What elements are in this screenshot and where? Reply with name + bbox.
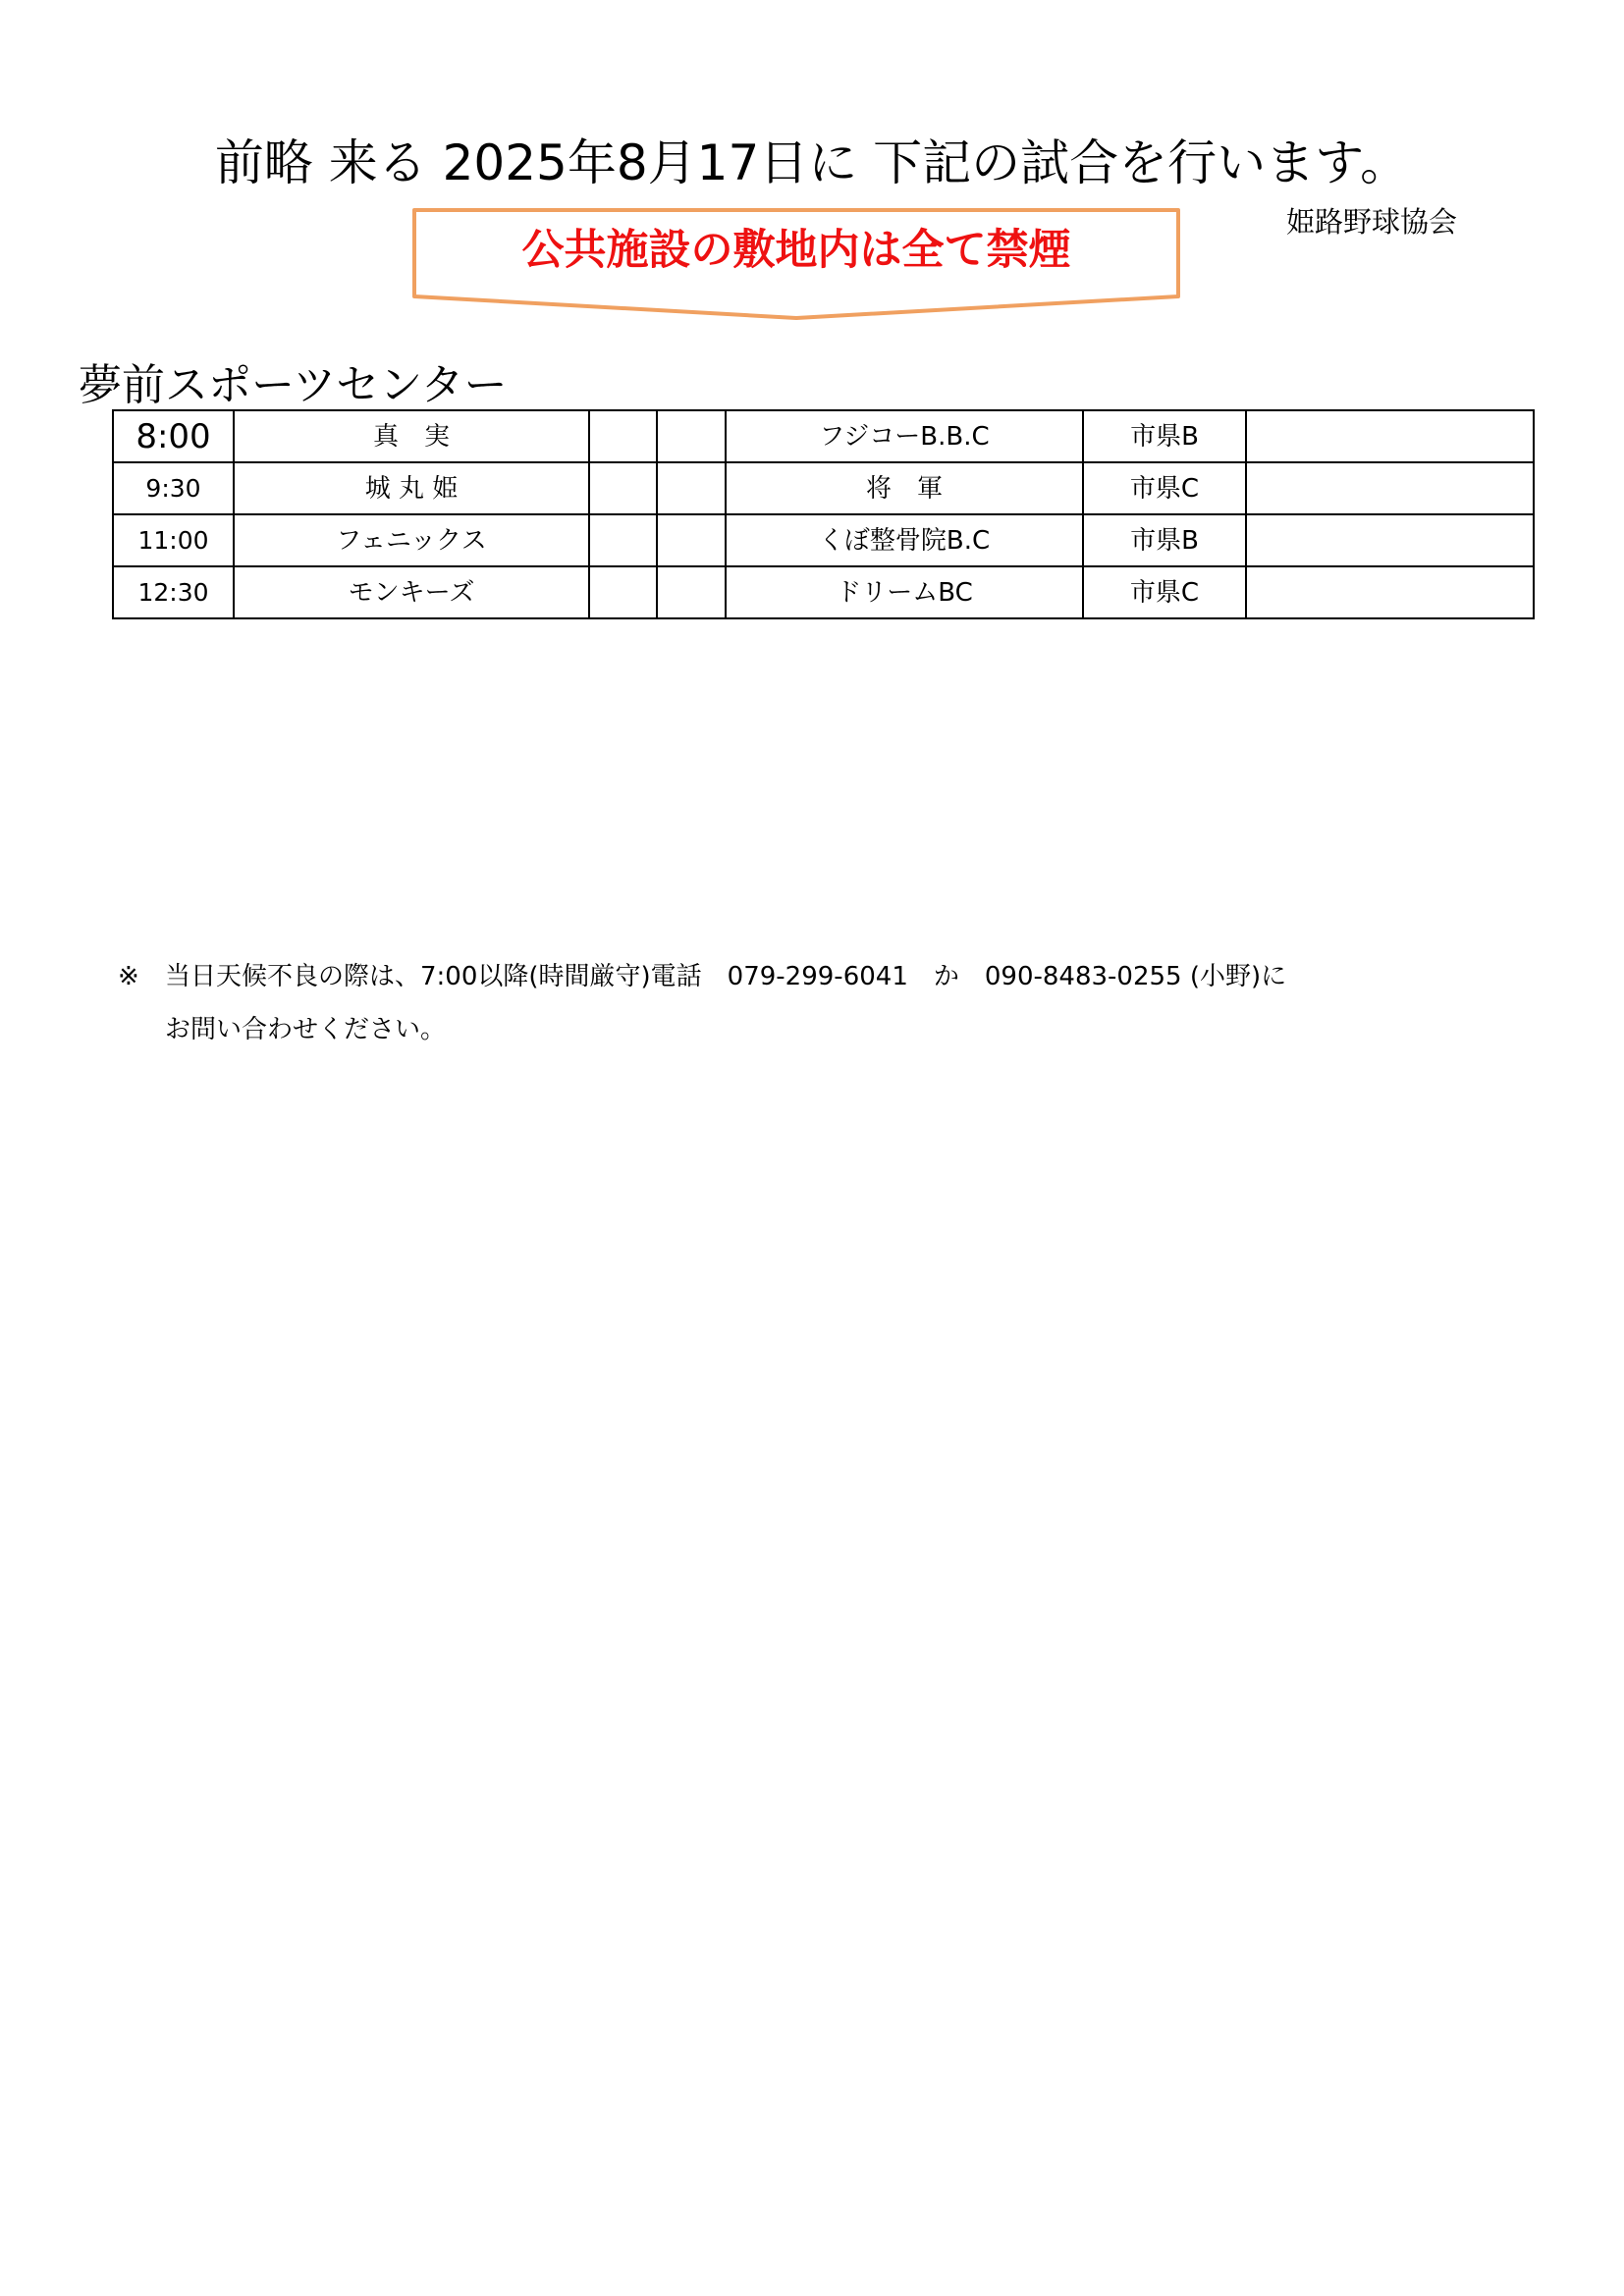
score-a-cell xyxy=(589,514,657,566)
table-row xyxy=(113,462,1534,514)
score-b-cell xyxy=(657,462,726,514)
page-headline: 前略 来る 2025年8月17日に 下記の試合を行います。 xyxy=(214,134,1410,191)
team-b-cell: ドリームBC xyxy=(726,566,1083,618)
banner-text: 公共施設の敷地内は全て禁煙 xyxy=(521,226,1071,275)
note-cell xyxy=(1246,462,1534,514)
table-row xyxy=(113,410,1534,462)
weather-notice xyxy=(118,960,1286,993)
venue-name: 夢前スポーツセンター xyxy=(79,360,508,410)
team-b-cell: フジコーB.B.C xyxy=(726,410,1083,462)
team-a-cell: 城 丸 姫 xyxy=(234,462,589,514)
umpire-cell: 市県B xyxy=(1083,514,1246,566)
table-row xyxy=(113,566,1534,618)
team-a-cell: 真 実 xyxy=(234,410,589,462)
schedule-table xyxy=(112,409,1535,619)
score-a-cell xyxy=(589,462,657,514)
time-cell: 11:00 xyxy=(113,514,234,566)
team-a-cell: フェニックス xyxy=(234,514,589,566)
no-smoking-banner xyxy=(410,206,1182,324)
team-b-cell: 将 軍 xyxy=(726,462,1083,514)
umpire-cell: 市県B xyxy=(1083,410,1246,462)
score-b-cell xyxy=(657,410,726,462)
score-a-cell xyxy=(589,566,657,618)
notice-line-1: 当日天候不良の際は、7:00以降(時間厳守)電話 079-299-6041 か 090-8483-0255 (小野)に xyxy=(165,962,1287,991)
note-mark: ※ xyxy=(118,962,139,991)
time-cell: 9:30 xyxy=(113,462,234,514)
time-cell: 8:00 xyxy=(113,410,234,462)
team-a-cell: モンキーズ xyxy=(234,566,589,618)
score-b-cell xyxy=(657,566,726,618)
table-row xyxy=(113,514,1534,566)
score-b-cell xyxy=(657,514,726,566)
note-cell xyxy=(1246,410,1534,462)
score-a-cell xyxy=(589,410,657,462)
umpire-cell: 市県C xyxy=(1083,462,1246,514)
umpire-cell: 市県C xyxy=(1083,566,1246,618)
notice-line-2: お問い合わせください。 xyxy=(165,1015,447,1044)
time-cell: 12:30 xyxy=(113,566,234,618)
team-b-cell: くぼ整骨院B.C xyxy=(726,514,1083,566)
organization-name: 姫路野球協会 xyxy=(1286,205,1458,239)
note-cell xyxy=(1246,566,1534,618)
note-cell xyxy=(1246,514,1534,566)
